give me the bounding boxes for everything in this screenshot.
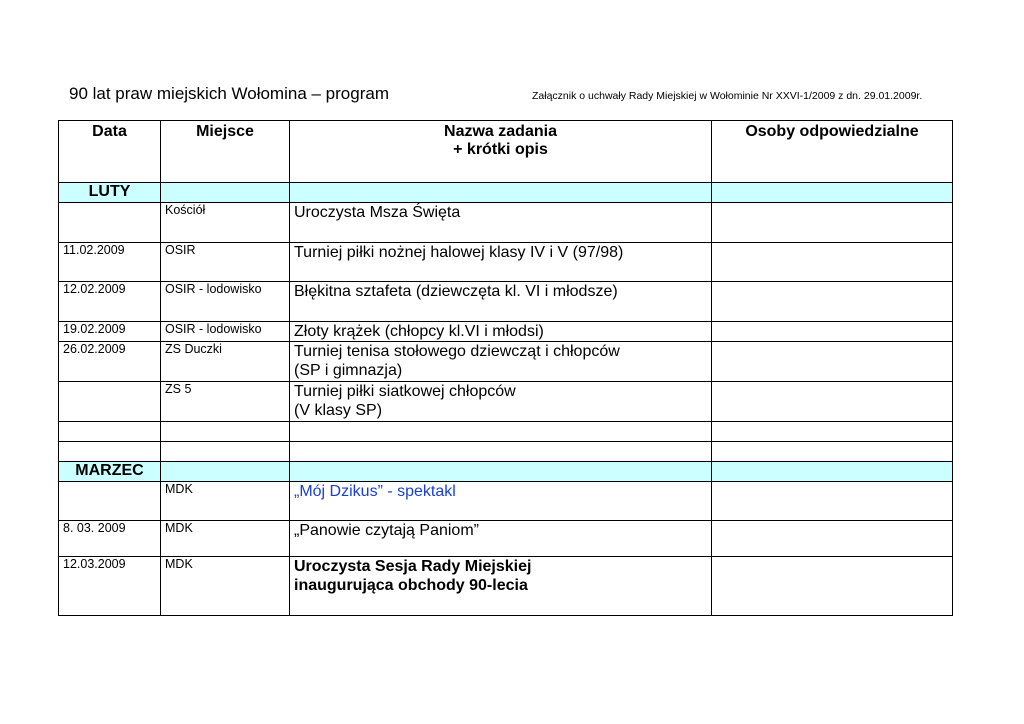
table-row (59, 482, 953, 521)
row-date: 11.02.2009 (59, 243, 161, 282)
task-line: Turniej piłki nożnej halowej klasy IV i V (97/98) (294, 244, 624, 261)
table-row (59, 282, 953, 322)
table-row-empty (59, 442, 953, 462)
row-responsible (712, 243, 953, 282)
task-line: Błękitna sztafeta (dziewczęta kl. VI i młodsze) (294, 283, 618, 300)
task-line-2: (V klasy SP) (294, 402, 383, 419)
header-task-title: Nazwa zadania (444, 123, 557, 140)
row-responsible (712, 382, 953, 422)
month-label: LUTY (59, 183, 161, 203)
row-date (59, 482, 161, 521)
row-task (290, 521, 712, 557)
task-line: Turniej tenisa stołowego dziewcząt i chłopców (294, 343, 620, 360)
row-place: Kościół (161, 203, 290, 243)
table-row-empty (59, 422, 953, 442)
row-place: OSIR (161, 243, 290, 282)
row-date: 19.02.2009 (59, 322, 161, 342)
table-row (59, 382, 953, 422)
row-place: ZS Duczki (161, 342, 290, 382)
row-task (290, 482, 712, 521)
row-responsible (712, 557, 953, 616)
table-row (59, 557, 953, 616)
row-date: 8. 03. 2009 (59, 521, 161, 557)
program-table (58, 120, 953, 616)
row-place: MDK (161, 557, 290, 616)
row-place: OSIR - lodowisko (161, 322, 290, 342)
table-row (59, 521, 953, 557)
row-place: MDK (161, 521, 290, 557)
table-row (59, 342, 953, 382)
task-line: Turniej piłki siatkowej chłopców (294, 383, 516, 400)
table-row (59, 322, 953, 342)
row-task (290, 322, 712, 342)
month-row-marzec (59, 462, 953, 482)
document-title: 90 lat praw miejskich Wołomina – program (69, 84, 389, 103)
row-responsible (712, 282, 953, 322)
table-row (59, 243, 953, 282)
header-task (290, 121, 712, 183)
row-task (290, 203, 712, 243)
row-task (290, 282, 712, 322)
task-line-2: inaugurująca obchody 90-lecia (294, 577, 528, 594)
row-date: 12.02.2009 (59, 282, 161, 322)
task-line: „Panowie czytają Paniom” (294, 522, 479, 539)
row-date (59, 203, 161, 243)
task-line: Uroczysta Sesja Rady Miejskiej (294, 558, 532, 575)
row-responsible (712, 322, 953, 342)
row-responsible (712, 203, 953, 243)
row-place: ZS 5 (161, 382, 290, 422)
table-row (59, 203, 953, 243)
header-task-subtitle: + krótki opis (453, 141, 548, 158)
row-task (290, 382, 712, 422)
row-task (290, 342, 712, 382)
header-place: Miejsce (161, 121, 290, 183)
task-line: „Mój Dzikus” - spektakl (294, 483, 456, 500)
month-label: MARZEC (59, 462, 161, 482)
row-date: 12.03.2009 (59, 557, 161, 616)
row-place: MDK (161, 482, 290, 521)
row-task (290, 243, 712, 282)
row-responsible (712, 482, 953, 521)
task-line: Uroczysta Msza Święta (294, 204, 461, 221)
header-responsible: Osoby odpowiedzialne (712, 121, 953, 183)
annex-note: Załącznik o uchwały Rady Miejskiej w Wołominie Nr XXVI-1/2009 z dn. 29.01.2009r. (532, 90, 923, 102)
row-date: 26.02.2009 (59, 342, 161, 382)
row-responsible (712, 342, 953, 382)
row-date (59, 382, 161, 422)
header-date: Data (59, 121, 161, 183)
task-line-2: (SP i gimnazja) (294, 362, 403, 379)
table-header-row (59, 121, 953, 183)
task-line: Złoty krążek (chłopcy kl.VI i młodsi) (294, 323, 544, 340)
row-place: OSIR - lodowisko (161, 282, 290, 322)
row-responsible (712, 521, 953, 557)
month-row-luty (59, 183, 953, 203)
row-task (290, 557, 712, 616)
